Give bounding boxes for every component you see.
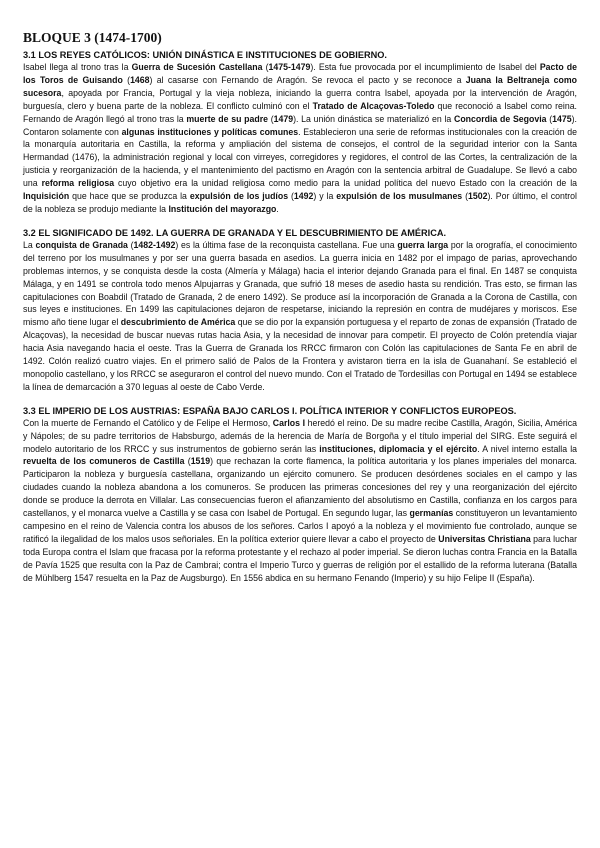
section-heading: 3.2 EL SIGNIFICADO DE 1492. LA GUERRA DE GRANADA Y EL DESCUBRIMIENTO DE AMÉRICA. — [23, 227, 447, 238]
text-run: cuyo objetivo era la unidad religiosa como medio para la unidad política del nuevo Estado con la creación de la — [114, 178, 578, 189]
text-run: ( — [122, 74, 131, 85]
text-run: ) y la — [313, 191, 337, 202]
text-run: ( — [262, 62, 269, 72]
bold-term: Pacto de los Toros de Guisando — [23, 62, 577, 85]
text-run: Con la muerte de Fernando el Católico y de Felipe el Hermoso, — [23, 417, 273, 428]
text-run: ). Por último, el control de la nobleza se produjo mediante la — [23, 191, 577, 214]
bold-term: 1475-1479 — [268, 62, 311, 72]
text-run: ( — [546, 113, 553, 124]
bold-term: 1468 — [130, 74, 150, 85]
text-run: La — [23, 239, 36, 250]
bold-term: germanías — [409, 508, 454, 519]
text-run: ( — [462, 191, 469, 202]
bold-term: revuelta de los comuneros de Castilla — [23, 456, 185, 467]
bold-term: instituciones, diplomacia y el ejército — [319, 443, 478, 454]
bold-term: 1475 — [552, 113, 572, 124]
text-run: heredó el reino. De su madre recibe Castilla, Aragón, Sicilia, América y Nápoles; de su padre territorios de Habsburgo, además de la herencia de María de Borgoña y el título imperial del SIRG. Este seguirá el modelo autoritario de los RRCC y sus instrumentos de gobierno serán las — [23, 417, 577, 454]
text-run: ). Contaron solamente con — [23, 113, 577, 137]
text-run: ). Esta fue provocada por el incumplimiento de Isabel del — [310, 62, 540, 72]
text-run: ( — [288, 191, 294, 202]
text-run: que hace que se produzca la — [69, 191, 190, 202]
bold-term: muerte de su padre — [186, 113, 268, 124]
bold-term: descubrimiento de América — [120, 317, 236, 328]
text-run: . A nivel interno estalla la — [477, 443, 577, 454]
text-run: . Establecieron una serie de reformas institucionales con la creación de la monarquía autoritaria en Castilla, la reforma y ampliación del sistema de consejos, el control de la seguridad interior con la Santa Hermandad (1476), la administración regional y local con virreyes, corregidores y regidores, el control de las Cortes, la centralización de la justicia y reorganización de la hacienda, y el mantenimiento del pactismo en Aragón con la sentencia arbitral de Guadalupe. Se llevó a cabo una — [23, 126, 578, 189]
section-paragraph — [23, 239, 577, 394]
section-heading: 3.3 EL IMPERIO DE LOS AUSTRIAS: ESPAÑA BAJO CARLOS I. POLÍTICA INTERIOR Y CONFLICTOS EUROPEOS. — [23, 405, 517, 416]
bold-term: 1492 — [293, 191, 314, 202]
bold-term: reforma religiosa — [41, 178, 115, 189]
text-run: constituyeron un levantamiento campesino en el reino de Valencia contra los abusos de los señores. Carlos I apoyó a la nobleza y el movimiento fue controlado, aunque se ratificó la ilegalidad de los malos usos señoriales. En la política exterior quiere llevar a cabo el proyecto de — [23, 508, 578, 544]
bold-term: Tratado de Alcaçovas-Toledo — [312, 100, 435, 111]
bold-term: Inquisición — [23, 191, 70, 202]
bold-term: conquista de Granada — [35, 239, 128, 250]
text-run: . — [276, 203, 279, 214]
bold-term: Juana la Beltraneja como sucesora — [23, 74, 577, 98]
text-run: para luchar toda Europa contra el Islam que fracasa por la reforma protestante y el rechazo al poder imperial. Se dieron luchas contra Francia en la Batalla de Pavía 1525 que resulta con la Paz de Cambrai; contra el Imperio Turco y guerras de religión por el estallido de la reforma luterana (Batalla de Mühlberg 1547 resuelta en la Paz de Augsburgo). En 1556 abdica en su hermano Fenando (Imperio) y su hijo Felipe II (España). — [23, 533, 577, 583]
text-run: Isabel llega al trono tras la — [23, 62, 132, 72]
text-run: , apoyada por Francia, Portugal y la vieja nobleza, iniciando la guerra contra Isabel, apoyada por la intervención de Aragón, burguesía, clero y buena parte de la nobleza. El conflicto culminó con el — [23, 87, 577, 111]
bold-term: expulsión de los musulmanes — [336, 191, 463, 202]
bold-term: Institución del mayorazgo — [168, 203, 277, 214]
text-run: por la orografía, el conocimiento del terreno por los musulmanes y por ser una guerra basada en asedios. La guerra inicia en 1482 por el impago de parias, aprovechando problemas internos, y se conquista desde la costa (Almería y Málaga) hacia el interior dejando Granada para el final. En 1487 se conquista Málaga, y en 1491 se controla todo menos Alpujarras y Granada, que sufrió 18 meses de asedio hasta su rendición. Tras esto, se firman las capitulaciones con Boabdil (Tratado de Granada, 2 de enero 1492). Se produce así la incorporación de Granada a la Corona de Castilla, con sus leyes e instituciones. En 1499 las capitulaciones dejaron de respetarse, iniciando la represión en contra de mudéjares y moriscos. Ese mismo año tiene lugar el — [23, 239, 577, 328]
bold-term: guerra larga — [397, 239, 449, 250]
bold-term: Universitas Christiana — [438, 533, 531, 544]
bold-term: Guerra de Sucesión Castellana — [131, 62, 263, 72]
bold-term: algunas instituciones y políticas comunes — [121, 126, 299, 137]
bold-term: 1479 — [273, 113, 294, 124]
bold-term: expulsión de los judíos — [189, 191, 289, 202]
text-run: ( — [127, 239, 134, 250]
text-run: ( — [267, 113, 274, 124]
text-run: ) al casarse con Fernando de Aragón. Se revoca el pacto y se reconoce a — [149, 74, 466, 85]
text-run: ) es la última fase de la reconquista castellana. Fue una — [175, 239, 398, 250]
bold-term: 1519 — [190, 456, 211, 467]
bold-term: Concordia de Segovia — [454, 113, 547, 124]
section-heading: 3.1 LOS REYES CATÓLICOS: UNIÓN DINÁSTICA E INSTITUCIONES DE GOBIERNO. — [23, 50, 387, 60]
text-run: ) que rechazan la corte flamenca, la política autoritaria y los planes imperiales del monarca. Participaron la nobleza y burguesía castellana, organizando un ejército comunero. Se producen desórdenes sociales en el campo y las ciudades cuando la nobleza abandona a los comuneros. Se producen las primeras concesiones del rey y una reorganización del ejército donde se produce la derrota en Villalar. Las consecuencias fueron el afianzamiento del absolutismo en Castilla, confianza en los cargos para castellanos, y el monarca vuelve a Castilla y se casa con Isabel de Portugal. En segundo lugar, las — [23, 456, 577, 519]
text-run: que se dio por la expansión portuguesa y el reparto de zonas de expansión (Tratado de Alcaçovas), la necesidad de buscar nuevas rutas hacia Asia, y la necesidad de innovar para competir. El proyecto de Colón pretendía viajar hacia Asia navegando hacia el oeste. Tras la Guerra de Granada los RRCC firmaron con Colón las capitulaciones de Santa Fe en abril de 1492. Colón realizó cuatro viajes. En el primero salió de Palos de la Frontera y avistaron tierra en la isla de Guanahaní. Se estableció el monopolio castellano, y los RRCC se aseguraron el control del nuevo mundo. Con el Tratado de Tordesillas con Portugal en 1494 se establece la línea de demarcación a 370 leguas al oeste de Cabo Verde. — [23, 317, 577, 392]
bold-term: Carlos I — [272, 417, 306, 428]
section-paragraph — [23, 417, 577, 585]
bold-term: 1502 — [468, 191, 488, 202]
text-run: ). La unión dinástica se materializó en la — [293, 113, 455, 124]
bold-term: 1482-1492 — [133, 239, 176, 250]
text-run: que reconoció a Isabel como reina. Fernando de Aragón llegó al trono tras la — [23, 100, 577, 124]
document-title: BLOQUE 3 (1474-1700) — [23, 30, 162, 45]
text-run: ( — [184, 456, 191, 467]
section-paragraph — [23, 61, 577, 216]
